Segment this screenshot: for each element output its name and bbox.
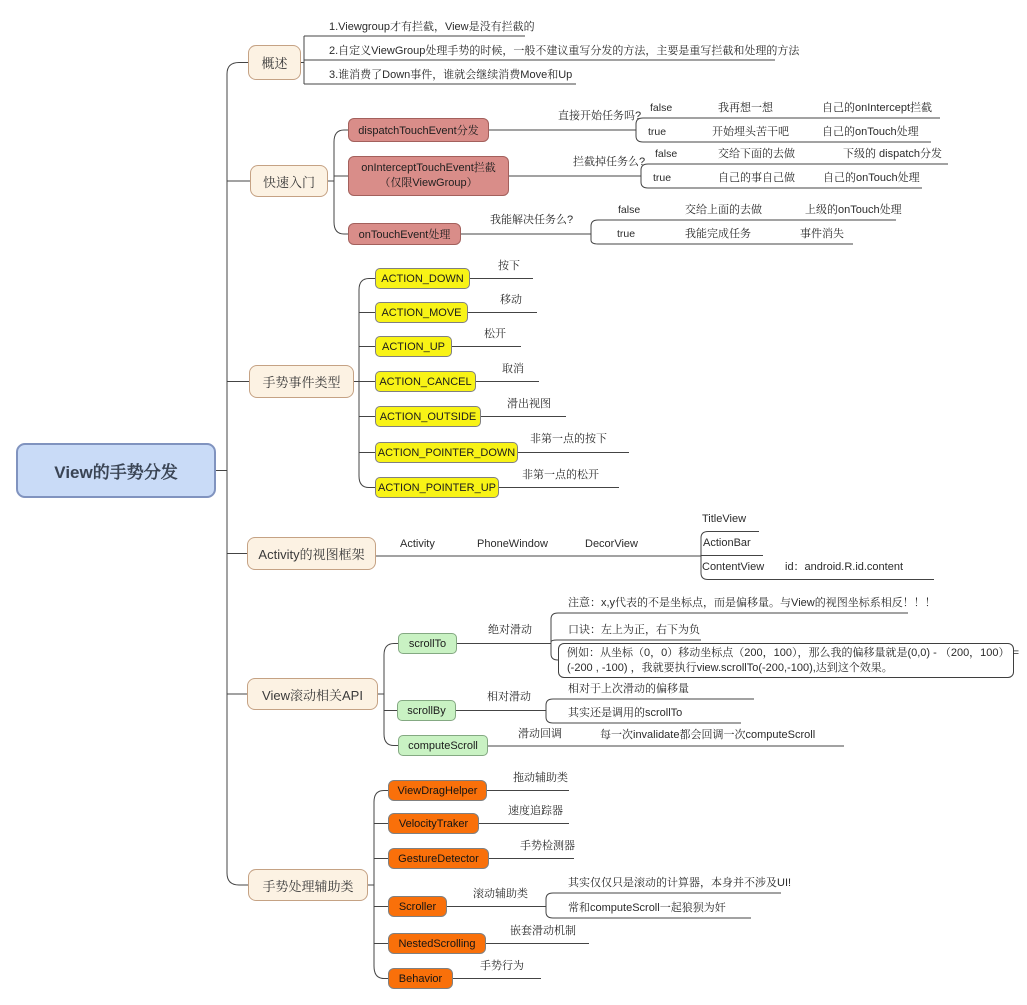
- scroller-note[interactable]: 常和computeScroll一起狼狈为奸: [568, 902, 726, 914]
- action-up-desc[interactable]: 松开: [484, 328, 506, 340]
- branch-overview[interactable]: 概述: [248, 45, 301, 80]
- viewdraghelper-desc[interactable]: 拖动辅助类: [513, 772, 568, 784]
- action-move-desc[interactable]: 移动: [500, 294, 522, 306]
- intercept-false-result[interactable]: 下级的 dispatch分发: [843, 148, 943, 160]
- branch-quickstart[interactable]: 快速入门: [250, 165, 328, 197]
- intercept-true-action[interactable]: 自己的事自己做: [718, 172, 795, 184]
- computescroll-note[interactable]: 每一次invalidate都会回调一次computeScroll: [600, 729, 816, 741]
- scrollto-example-line2: (-200 , -100) ，我就要执行view.scrollTo(-200,-100),达到这个效果。: [567, 661, 893, 674]
- topic-action-down[interactable]: ACTION_DOWN: [375, 268, 470, 289]
- overview-item[interactable]: 1.Viewgroup才有拦截，View是没有拦截的: [329, 21, 535, 33]
- branch-view-framework[interactable]: Activity的视图框架: [247, 537, 376, 570]
- intercept-false-action[interactable]: 交给下面的去做: [718, 148, 795, 160]
- dispatch-false-result[interactable]: 自己的onIntercept拦截: [822, 102, 933, 114]
- topic-dispatchtouchevent[interactable]: dispatchTouchEvent分发: [348, 118, 489, 142]
- topic-action-outside[interactable]: ACTION_OUTSIDE: [375, 406, 481, 427]
- action-down-desc[interactable]: 按下: [498, 260, 520, 272]
- scrollby-note[interactable]: 相对于上次滑动的偏移量: [568, 683, 689, 695]
- dispatch-false-action[interactable]: 我再想一想: [718, 102, 773, 114]
- branch-gesture-types[interactable]: 手势事件类型: [249, 365, 354, 398]
- question-intercept[interactable]: 拦截掉任务么?: [573, 156, 646, 168]
- contentview-id-note[interactable]: id：android.R.id.content: [785, 561, 904, 573]
- scrollby-desc[interactable]: 相对滑动: [487, 691, 531, 703]
- topic-action-up[interactable]: ACTION_UP: [375, 336, 452, 357]
- ontouch-false-action[interactable]: 交给上面的去做: [685, 204, 762, 216]
- computescroll-desc[interactable]: 滑动回调: [518, 728, 562, 740]
- scrollto-example[interactable]: [558, 643, 1020, 678]
- action-outside-desc[interactable]: 滑出视图: [507, 398, 551, 410]
- true-label[interactable]: true: [648, 126, 667, 138]
- topic-nestedscrolling[interactable]: NestedScrolling: [388, 933, 486, 954]
- scrollto-example-line1: 例如：从坐标（0，0）移动坐标点（200，100），那么我的偏移量就是(0,0) - （200，100） =: [567, 646, 1020, 659]
- overview-item[interactable]: 2.自定义ViewGroup处理手势的时候，一般不建议重写分发的方法，主要是重写拦截和处理的方法: [329, 45, 800, 57]
- topic-velocitytraker[interactable]: VelocityTraker: [388, 813, 479, 834]
- topic-onintercept-line1: onInterceptTouchEvent拦截: [361, 162, 496, 174]
- true-label[interactable]: true: [653, 172, 672, 184]
- overview-item[interactable]: 3.谁消费了Down事件，谁就会继续消费Move和Up: [329, 69, 573, 81]
- question-dispatch[interactable]: 直接开始任务吗?: [558, 110, 642, 122]
- true-label[interactable]: true: [617, 228, 636, 240]
- false-label[interactable]: false: [655, 148, 678, 160]
- nestedscrolling-desc[interactable]: 嵌套滑动机制: [510, 925, 576, 937]
- scroller-desc[interactable]: 滚动辅助类: [473, 888, 528, 900]
- topic-onintercept-line2: （仅限ViewGroup）: [379, 177, 478, 189]
- topic-scroller[interactable]: Scroller: [388, 896, 447, 917]
- topic-activity[interactable]: Activity: [400, 538, 435, 550]
- topic-ontouchevent[interactable]: onTouchEvent处理: [348, 223, 461, 245]
- topic-viewdraghelper[interactable]: ViewDragHelper: [388, 780, 487, 801]
- ontouch-false-result[interactable]: 上级的onTouch处理: [805, 204, 902, 216]
- dispatch-true-action[interactable]: 开始埋头苦干吧: [712, 126, 789, 138]
- false-label[interactable]: false: [650, 102, 673, 114]
- topic-phonewindow[interactable]: PhoneWindow: [477, 538, 548, 550]
- topic-scrollby[interactable]: scrollBy: [397, 700, 456, 721]
- ontouch-true-result[interactable]: 事件消失: [800, 228, 844, 240]
- action-cancel-desc[interactable]: 取消: [502, 363, 524, 375]
- topic-titleview[interactable]: TitleView: [702, 513, 747, 525]
- topic-computescroll[interactable]: computeScroll: [398, 735, 488, 756]
- behavior-desc[interactable]: 手势行为: [480, 960, 524, 972]
- root-topic[interactable]: View的手势分发: [16, 443, 216, 498]
- scrollto-note[interactable]: 口诀：左上为正，右下为负: [568, 624, 700, 636]
- gesturedetector-desc[interactable]: 手势检测器: [520, 840, 575, 852]
- scrollby-note[interactable]: 其实还是调用的scrollTo: [568, 707, 683, 719]
- topic-actionbar[interactable]: ActionBar: [703, 537, 751, 549]
- question-ontouch[interactable]: 我能解决任务么?: [490, 214, 574, 226]
- topic-gesturedetector[interactable]: GestureDetector: [388, 848, 489, 869]
- topic-action-pointer-up[interactable]: ACTION_POINTER_UP: [375, 477, 499, 498]
- scroller-note[interactable]: 其实仅仅只是滚动的计算器，本身并不涉及UI!: [568, 877, 792, 889]
- action-pointer-down-desc[interactable]: 非第一点的按下: [530, 433, 607, 445]
- topic-action-cancel[interactable]: ACTION_CANCEL: [375, 371, 476, 392]
- intercept-true-result[interactable]: 自己的onTouch处理: [823, 172, 920, 184]
- topic-behavior[interactable]: Behavior: [388, 968, 453, 989]
- topic-scrollto[interactable]: scrollTo: [398, 633, 457, 654]
- velocitytraker-desc[interactable]: 速度追踪器: [508, 805, 563, 817]
- topic-action-move[interactable]: ACTION_MOVE: [375, 302, 468, 323]
- topic-onintercepttouchevent[interactable]: [348, 156, 509, 196]
- action-pointer-up-desc[interactable]: 非第一点的松开: [522, 469, 599, 481]
- ontouch-true-action[interactable]: 我能完成任务: [685, 228, 751, 240]
- dispatch-true-result[interactable]: 自己的onTouch处理: [822, 126, 919, 138]
- topic-action-pointer-down[interactable]: ACTION_POINTER_DOWN: [375, 442, 518, 463]
- scrollto-note[interactable]: 注意：x,y代表的不是坐标点，而是偏移量。与View的视图坐标系相反！！！: [568, 597, 936, 609]
- false-label[interactable]: false: [618, 204, 641, 216]
- topic-contentview[interactable]: ContentView: [702, 561, 765, 573]
- scrollto-desc[interactable]: 绝对滑动: [488, 624, 532, 636]
- topic-decorview[interactable]: DecorView: [585, 538, 638, 550]
- branch-helpers[interactable]: 手势处理辅助类: [248, 869, 368, 901]
- branch-scroll-api[interactable]: View滚动相关API: [247, 678, 378, 710]
